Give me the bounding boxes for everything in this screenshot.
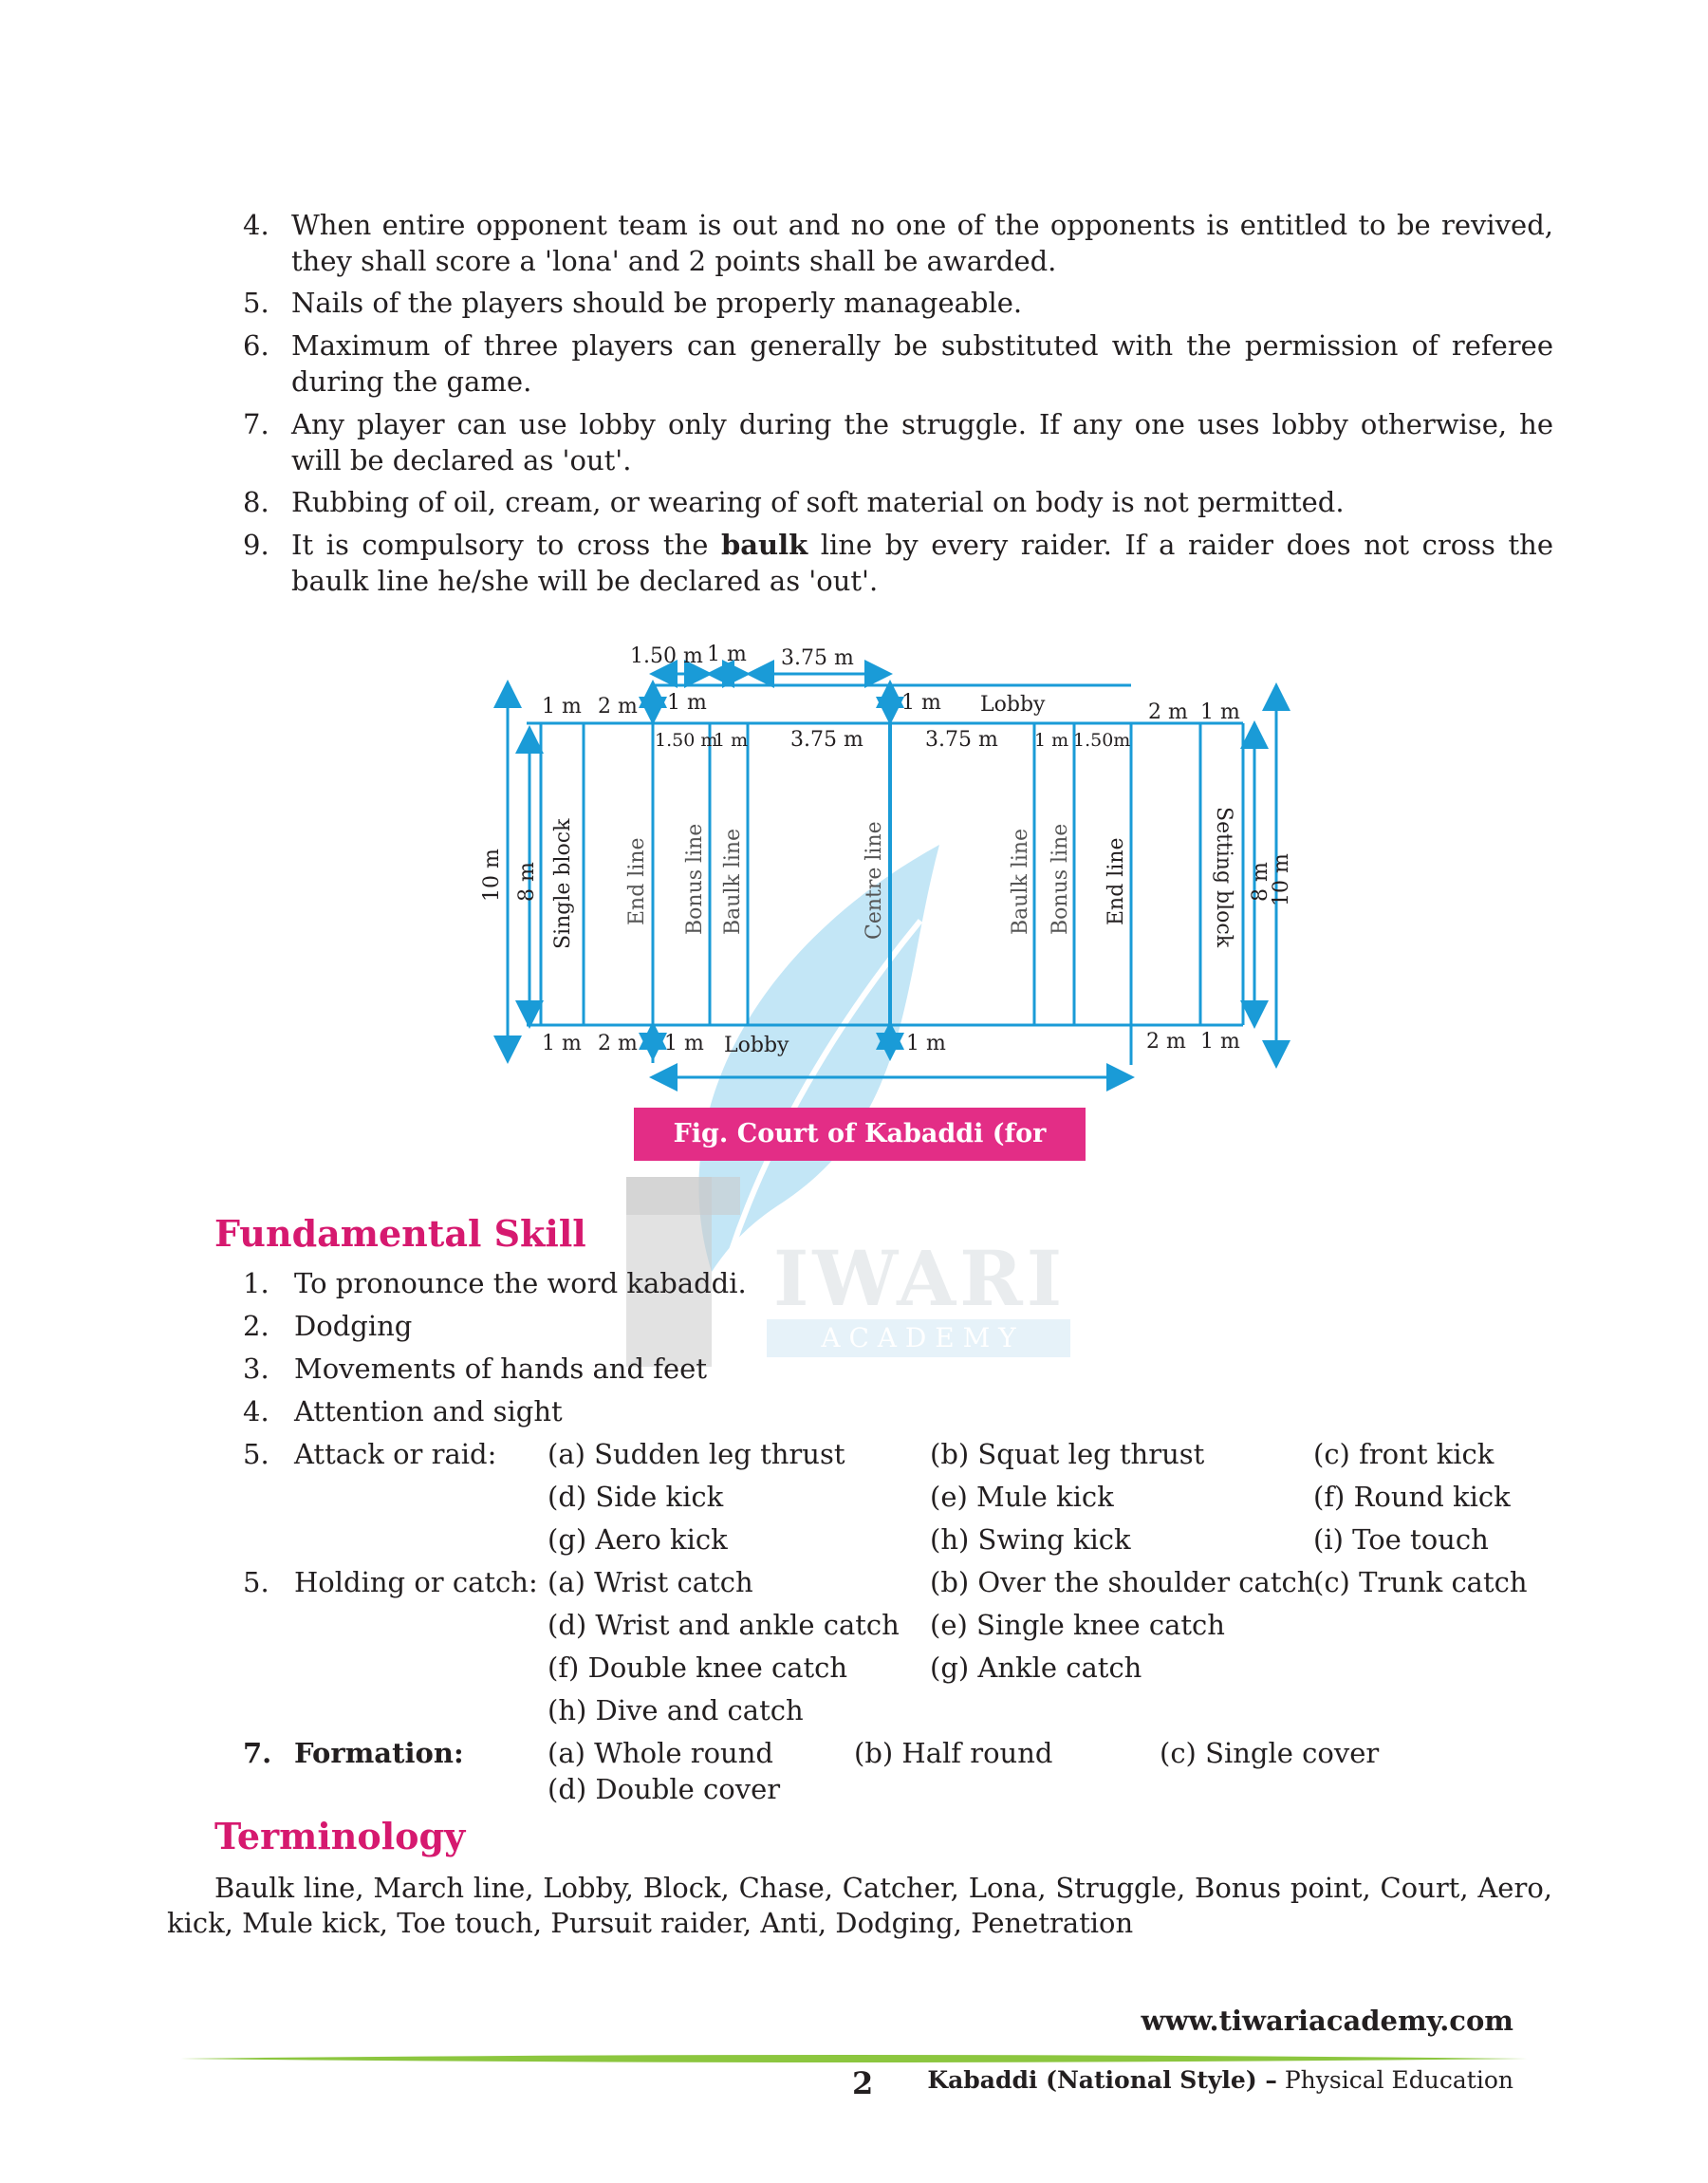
inner-dim-150-right: 1.50m <box>1073 730 1131 751</box>
holding-option: (c) Trunk catch <box>1313 1566 1528 1598</box>
formation-option: (d) Double cover <box>548 1773 781 1805</box>
inner-dim-1m: 1 m <box>714 730 749 751</box>
label-baulk-line-left: Baulk line <box>721 828 745 935</box>
label-baulk-line-right: Baulk line <box>1009 828 1032 935</box>
list-number: 2. <box>243 1310 269 1342</box>
attack-option: (f) Round kick <box>1313 1481 1511 1513</box>
bottom-arrow-1m: 1 m <box>664 1032 704 1055</box>
list-item: Movements of hands and feet <box>294 1353 707 1385</box>
footer-url: www.tiwariacademy.com <box>1141 2005 1513 2037</box>
formation-option: (a) Whole round <box>548 1737 773 1769</box>
top-dim-150: 1.50 m <box>630 644 703 668</box>
figure-caption: Fig. Court of Kabaddi (for men) <box>634 1108 1086 1161</box>
label-setting-block: Setting block <box>1212 807 1235 948</box>
list-number: 3. <box>243 1353 269 1385</box>
side-10m-right: 10 m <box>1270 853 1293 906</box>
watermark-brand: IWARI <box>773 1234 1067 1323</box>
label-end-line-left: End line <box>625 837 649 925</box>
label-bonus-line-right: Bonus line <box>1049 823 1072 935</box>
list-item: To pronounce the word kabaddi. <box>294 1267 747 1299</box>
rule-text: Nails of the players should be properly manageable. <box>291 287 1023 319</box>
bottom-centre-1m: 1 m <box>906 1032 946 1055</box>
holding-option: (h) Dive and catch <box>548 1694 804 1726</box>
top-left-2m: 2 m <box>598 695 638 718</box>
label-end-line-right: End line <box>1105 837 1128 925</box>
side-10m-left: 10 m <box>480 849 504 902</box>
bottom-right-1m: 1 m <box>1200 1030 1240 1054</box>
formation-option: (c) Single cover <box>1160 1737 1380 1769</box>
label-centre-line: Centre line <box>863 821 886 940</box>
list-number: 7. <box>243 1737 272 1769</box>
court-diagram <box>474 626 1328 1101</box>
attack-option: (b) Squat leg thrust <box>930 1438 1205 1470</box>
rule-text: It is compulsory to cross the baulk line by every raider. If a raider does not cross the baulk line he/she will be declared as 'out'. <box>291 529 1553 597</box>
top-centre-1m: 1 m <box>901 691 941 715</box>
list-item: Dodging <box>294 1310 413 1342</box>
top-right-1m: 1 m <box>1200 700 1240 724</box>
rule-number: 6. <box>243 329 269 362</box>
side-8m-right: 8 m <box>1249 862 1272 902</box>
inner-dim-150: 1.50 m <box>655 730 718 751</box>
top-left-1m: 1 m <box>542 695 582 718</box>
attack-option: (h) Swing kick <box>930 1523 1131 1556</box>
footer-divider <box>180 2048 1528 2056</box>
attack-label: Attack or raid: <box>294 1438 497 1470</box>
list-number: 1. <box>243 1267 269 1299</box>
formation-option: (b) Half round <box>854 1737 1053 1769</box>
top-lobby: Lobby <box>980 693 1046 717</box>
rule-number: 7. <box>243 408 269 440</box>
rule-text: Any player can use lobby only during the struggle. If any one uses lobby otherwise, he will be declared as 'out'. <box>291 408 1553 476</box>
bottom-left-2m: 2 m <box>598 1032 638 1055</box>
list-number: 5. <box>243 1566 269 1598</box>
rule-text: Maximum of three players can generally be substituted with the permission of referee during the game. <box>291 329 1553 398</box>
terminology-line-2: kick, Mule kick, Toe touch, Pursuit raider, Anti, Dodging, Penetration <box>167 1907 1134 1939</box>
bottom-left-1m: 1 m <box>542 1032 582 1055</box>
holding-label: Holding or catch: <box>294 1566 538 1598</box>
holding-option: (e) Single knee catch <box>930 1609 1225 1641</box>
court-diagram-svg <box>474 626 1328 1101</box>
terminology-line-1: Baulk line, March line, Lobby, Block, Chase, Catcher, Lona, Struggle, Bonus point, Court, Aero, <box>214 1872 1552 1904</box>
attack-option: (e) Mule kick <box>930 1481 1114 1513</box>
inner-dim-375-right: 3.75 m <box>925 728 998 752</box>
attack-option: (d) Side kick <box>548 1481 724 1513</box>
top-dim-375: 3.75 m <box>781 646 854 670</box>
attack-option: (g) Aero kick <box>548 1523 728 1556</box>
inner-dim-375-left: 3.75 m <box>790 728 863 752</box>
rule-number: 9. <box>243 529 269 561</box>
terminology-heading: Terminology <box>214 1815 466 1857</box>
rule-number: 8. <box>243 486 269 518</box>
attack-option: (a) Sudden leg thrust <box>548 1438 845 1470</box>
inner-dim-1m-right: 1 m <box>1034 730 1069 751</box>
top-dim-1m: 1 m <box>707 643 747 666</box>
page-number: 2 <box>852 2065 874 2101</box>
top-right-2m: 2 m <box>1148 700 1188 724</box>
rule-number: 5. <box>243 287 269 319</box>
label-bonus-line-left: Bonus line <box>683 823 707 935</box>
holding-option: (f) Double knee catch <box>548 1651 848 1684</box>
attack-option: (c) front kick <box>1313 1438 1494 1470</box>
rule-text: When entire opponent team is out and no one of the opponents is entitled to be revived, they shall score a 'lona' and 2 points shall be awarded. <box>291 209 1553 277</box>
footer-divider-line <box>180 2055 1528 2062</box>
list-number: 5. <box>243 1438 269 1470</box>
holding-option: (a) Wrist catch <box>548 1566 753 1598</box>
bottom-right-2m: 2 m <box>1146 1030 1186 1054</box>
rule-text: Rubbing of oil, cream, or wearing of soft material on body is not permitted. <box>291 486 1345 518</box>
fundamental-skill-heading: Fundamental Skill <box>214 1212 586 1255</box>
holding-option: (d) Wrist and ankle catch <box>548 1609 900 1641</box>
label-single-block: Single block <box>551 818 575 949</box>
formation-label: Formation: <box>294 1737 464 1769</box>
attack-option: (i) Toe touch <box>1313 1523 1489 1556</box>
bottom-lobby: Lobby <box>724 1034 789 1057</box>
side-8m-left: 8 m <box>515 862 539 902</box>
list-item: Attention and sight <box>294 1395 563 1427</box>
footer-title: Kabaddi (National Style) – Physical Education <box>927 2066 1513 2094</box>
list-number: 4. <box>243 1395 269 1427</box>
watermark-sub: A C A D E M Y <box>767 1319 1070 1357</box>
rule-number: 4. <box>243 209 269 241</box>
holding-option: (g) Ankle catch <box>930 1651 1142 1684</box>
holding-option: (b) Over the shoulder catch <box>930 1566 1315 1598</box>
top-arrow-1m: 1 m <box>667 691 707 715</box>
